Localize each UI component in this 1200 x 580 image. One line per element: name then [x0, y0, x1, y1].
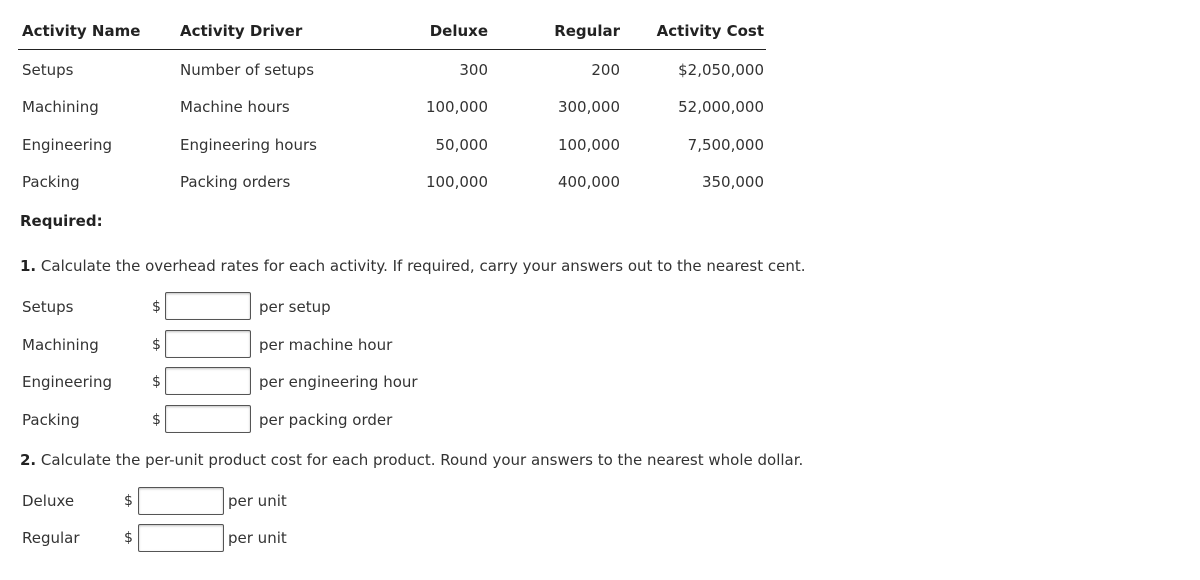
currency-symbol: $ [152, 412, 161, 428]
header-activity-driver: Activity Driver [180, 22, 303, 40]
question-1 [20, 257, 806, 275]
unit-label: per machine hour [259, 336, 393, 354]
currency-symbol: $ [124, 530, 133, 546]
unit-label: per packing order [259, 411, 393, 429]
cell-activity-cost: $2,050,000 [678, 61, 764, 79]
cell-activity-name: Packing [22, 173, 80, 191]
cell-deluxe: 50,000 [435, 136, 488, 154]
answer-label: Machining [22, 336, 99, 354]
setups-rate-input[interactable] [165, 292, 251, 320]
question-number: 2. [20, 451, 37, 469]
currency-symbol: $ [152, 337, 161, 353]
unit-label: per setup [259, 298, 331, 316]
required-heading: Required: [20, 212, 103, 230]
cell-activity-cost: 7,500,000 [687, 136, 764, 154]
cell-activity-driver: Packing orders [180, 173, 291, 191]
cell-regular: 400,000 [557, 173, 620, 191]
cell-deluxe: 100,000 [425, 173, 488, 191]
cell-deluxe: 100,000 [425, 98, 488, 116]
answer-label: Engineering [22, 373, 112, 391]
currency-symbol: $ [152, 374, 161, 390]
answer-label: Setups [22, 298, 74, 316]
header-activity-cost: Activity Cost [656, 22, 764, 40]
unit-label: per unit [228, 492, 287, 510]
currency-symbol: $ [152, 299, 161, 315]
answer-label: Packing [22, 411, 80, 429]
machining-rate-input[interactable] [165, 330, 251, 358]
regular-unit-cost-input[interactable] [138, 524, 224, 552]
cell-regular: 100,000 [557, 136, 620, 154]
question-text: Calculate the per-unit product cost for each product. Round your answers to the nearest whole dollar. [40, 451, 804, 469]
cell-regular: 300,000 [557, 98, 620, 116]
cell-activity-name: Engineering [22, 136, 112, 154]
cell-activity-driver: Machine hours [180, 98, 290, 116]
answer-label: Regular [22, 529, 80, 547]
cell-activity-cost: 52,000,000 [678, 98, 764, 116]
unit-label: per unit [228, 529, 287, 547]
unit-label: per engineering hour [259, 373, 418, 391]
question-number: 1. [20, 257, 37, 275]
cell-activity-name: Setups [22, 61, 74, 79]
packing-rate-input[interactable] [165, 405, 251, 433]
header-deluxe: Deluxe [429, 22, 488, 40]
cell-activity-name: Machining [22, 98, 99, 116]
question-2 [20, 451, 803, 469]
question-text: Calculate the overhead rates for each activity. If required, carry your answers out to the nearest cent. [40, 257, 806, 275]
header-divider [18, 49, 766, 50]
engineering-rate-input[interactable] [165, 367, 251, 395]
header-activity-name: Activity Name [22, 22, 141, 40]
deluxe-unit-cost-input[interactable] [138, 487, 224, 515]
cell-regular: 200 [591, 61, 620, 79]
cell-deluxe: 300 [459, 61, 488, 79]
cell-activity-driver: Engineering hours [180, 136, 317, 154]
cell-activity-cost: 350,000 [701, 173, 764, 191]
currency-symbol: $ [124, 493, 133, 509]
cell-activity-driver: Number of setups [180, 61, 315, 79]
answer-label: Deluxe [22, 492, 75, 510]
header-regular: Regular [554, 22, 620, 40]
